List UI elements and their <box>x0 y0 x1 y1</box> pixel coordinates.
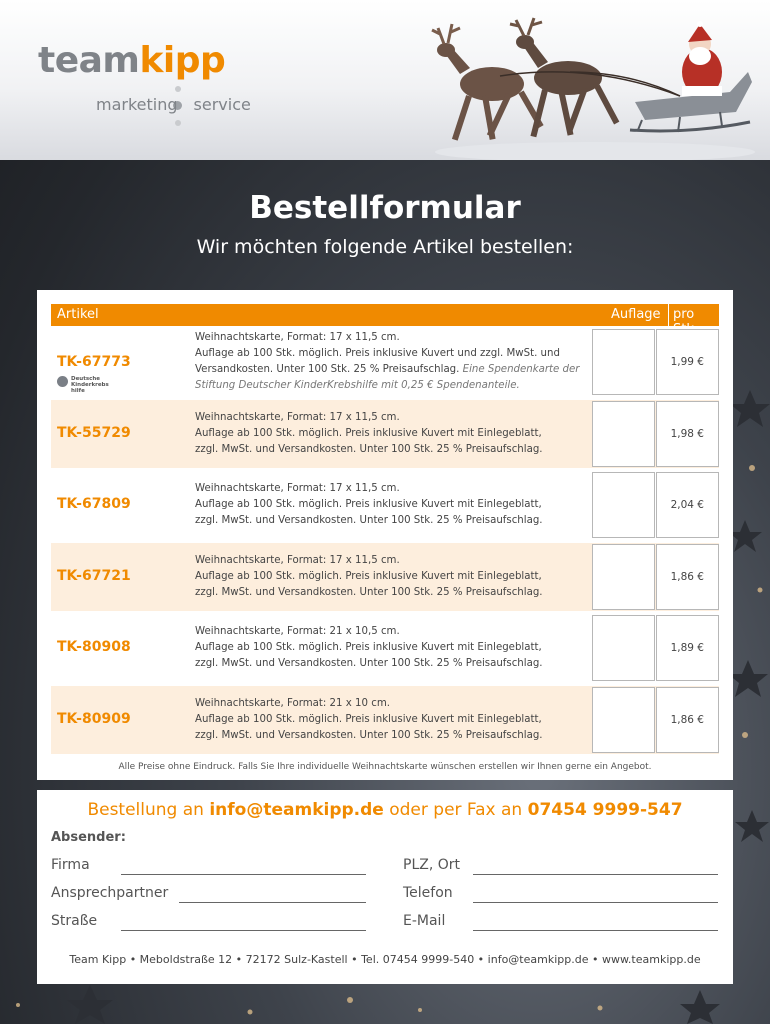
reindeer-sleigh-illustration <box>430 12 760 160</box>
price-cell: 1,98 € <box>656 401 719 467</box>
quantity-input[interactable] <box>592 472 655 538</box>
table-row <box>51 471 719 539</box>
article-code: TK-55729 <box>57 425 131 441</box>
table-row <box>51 400 719 468</box>
quantity-input[interactable] <box>592 687 655 753</box>
order-panel <box>37 790 733 984</box>
article-table-panel <box>37 290 733 780</box>
article-description: Weihnachtskarte, Format: 17 x 11,5 cm. Auflage ab 100 Stk. möglich. Preis inklusive Kuvert mit Einlegeblatt, zzgl. MwSt. und Versandkosten. Unter 100 Stk. 25 % Preisaufschlag. <box>195 412 543 455</box>
zip-city-field[interactable] <box>473 874 718 875</box>
price-cell: 1,86 € <box>656 544 719 610</box>
price-footnote: Alle Preise ohne Eindruck. Falls Sie Ihre individuelle Weihnachtskarte wünschen erstellen wir Ihnen gerne ein Angebot. <box>118 762 652 772</box>
street-label: Straße <box>51 913 98 929</box>
order-fax-number: 07454 9999-547 <box>527 800 683 820</box>
phone-label: Telefon <box>403 885 453 901</box>
logo-dot-top <box>175 86 181 92</box>
zip-city-label: PLZ, Ort <box>403 857 460 873</box>
order-email-link[interactable]: info@teamkipp.de <box>209 800 384 820</box>
article-code: TK-67809 <box>57 496 131 512</box>
sender-label: Absender: <box>51 830 126 845</box>
article-description: Weihnachtskarte, Format: 21 x 10,5 cm. Auflage ab 100 Stk. möglich. Preis inklusive Kuvert mit Einlegeblatt, zzgl. MwSt. und Versandkosten. Unter 100 Stk. 25 % Preisaufschlag. <box>195 626 543 669</box>
price-cell: 1,99 € <box>656 329 719 395</box>
price-cell: 2,04 € <box>656 472 719 538</box>
company-contact-line: Team Kipp • Meboldstraße 12 • 72172 Sulz-Kastell • Tel. 07454 9999-540 • info@teamkipp.de • www.teamkipp.de <box>69 953 701 966</box>
table-row <box>51 686 719 754</box>
contact-person-label: Ansprechpartner <box>51 885 169 901</box>
logo-tagline <box>96 95 251 114</box>
order-heading: Bestellung an info@teamkipp.de oder per Fax an 07454 9999-547 <box>87 800 683 820</box>
table-row <box>51 543 719 611</box>
header-banner <box>0 0 770 160</box>
email-field[interactable] <box>473 930 718 931</box>
charity-logo-icon <box>57 376 68 387</box>
street-field[interactable] <box>121 930 366 931</box>
quantity-input[interactable] <box>592 544 655 610</box>
header-article: Artikel <box>57 307 99 322</box>
table-row <box>51 328 719 396</box>
price-cell: 1,86 € <box>656 687 719 753</box>
article-code: TK-67773 <box>57 354 131 370</box>
header-quantity: Auflage <box>611 307 661 322</box>
article-description: Weihnachtskarte, Format: 17 x 11,5 cm. Auflage ab 100 Stk. möglich. Preis inklusive Kuvert und zzgl. MwSt. und Versandkosten. Unter 100 Stk. 25 % Preisaufschlag. Eine Spendenkarte der Stiftung Deutscher KinderKrebshilfe mit 0,25 € Spendenanteile. <box>195 332 580 391</box>
article-description: Weihnachtskarte, Format: 21 x 10 cm. Auflage ab 100 Stk. möglich. Preis inklusive Kuvert mit Einlegeblatt, zzgl. MwSt. und Versandkosten. Unter 100 Stk. 25 % Preisaufschlag. <box>195 698 543 741</box>
article-code: TK-67721 <box>57 568 131 584</box>
table-row <box>51 614 719 682</box>
tagline-marketing: marketing <box>96 95 178 114</box>
header-price: pro <box>673 307 695 322</box>
email-label: E-Mail <box>403 913 446 929</box>
quantity-input[interactable] <box>592 401 655 467</box>
logo-word-kipp: kipp <box>139 40 226 81</box>
charity-logo-text: Deutsche Kinderkrebs hilfe <box>71 376 109 394</box>
tagline-service: service <box>193 95 251 114</box>
company-label: Firma <box>51 857 90 873</box>
article-description: Weihnachtskarte, Format: 17 x 11,5 cm. Auflage ab 100 Stk. möglich. Preis inklusive Kuvert mit Einlegeblatt, zzgl. MwSt. und Versandkosten. Unter 100 Stk. 25 % Preisaufschlag. <box>195 483 543 526</box>
article-code: TK-80909 <box>57 711 131 727</box>
logo-word-team: team <box>38 40 140 81</box>
price-cell: 1,89 € <box>656 615 719 681</box>
page-title: Bestellformular <box>249 190 521 226</box>
company-field[interactable] <box>121 874 366 875</box>
phone-field[interactable] <box>473 902 718 903</box>
quantity-input[interactable] <box>592 615 655 681</box>
article-description: Weihnachtskarte, Format: 17 x 11,5 cm. Auflage ab 100 Stk. möglich. Preis inklusive Kuvert mit Einlegeblatt, zzgl. MwSt. und Versandkosten. Unter 100 Stk. 25 % Preisaufschlag. <box>195 555 543 598</box>
contact-person-field[interactable] <box>179 902 366 903</box>
table-header <box>51 304 719 326</box>
page-subtitle: Wir möchten folgende Artikel bestellen: <box>196 236 574 258</box>
article-code: TK-80908 <box>57 639 131 655</box>
quantity-input[interactable] <box>592 329 655 395</box>
logo-dot-bottom <box>175 120 181 126</box>
brand-logo <box>38 40 225 81</box>
header-divider <box>668 304 669 326</box>
